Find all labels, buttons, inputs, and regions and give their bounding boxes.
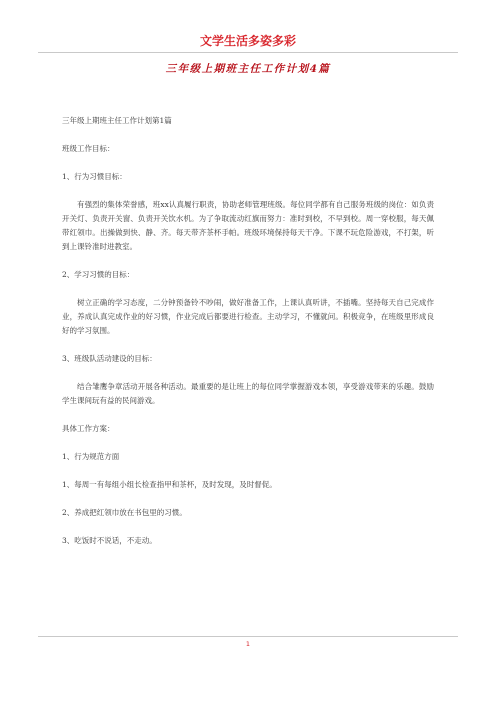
subheading-class-goals: 班级工作目标： [62, 144, 115, 153]
plan-item-1: 1、每周一有每组小组长检查指甲和茶杯，及时发现，及时督促。 [62, 480, 277, 489]
paragraph-activity: 结合雏鹰争章活动开展各种活动。最重要的是让班上的每位同学掌握游戏本领，享受游戏带来的乐趣。鼓励学生课间玩有益的民间游戏。 [62, 382, 434, 405]
plan-item-behavior: 1、行为规范方面 [62, 452, 120, 461]
footer-divider [38, 636, 458, 637]
subheading-study-goals: 2、学习习惯的目标： [62, 270, 135, 279]
subheading-behavior-goals: 1、行为习惯目标： [62, 172, 127, 181]
document-title: 三年级上期班主任工作计划4篇 [165, 63, 331, 75]
section-heading: 三年级上期班主任工作计划第1篇 [62, 116, 172, 125]
subheading-activity-goals: 3、班级队活动建设的目标： [62, 354, 157, 363]
plan-item-2: 2、养成把红领巾放在书包里的习惯。 [62, 508, 187, 517]
paragraph-study: 树立正确的学习态度，二分钟预备铃不吵闹，做好准备工作，上课认真听讲，不插嘴。坚持每天自己完成作业，养成认真完成作业的好习惯，作业完成后都要进行检查。主动学习，不懂就问。积极竞争，在班级里形成良好的学习氛围。 [62, 298, 434, 335]
site-header: 文学生活多姿多彩 [199, 34, 296, 48]
page-number: 1 [245, 640, 251, 648]
paragraph-behavior: 有强烈的集体荣誉感，班xx认真履行职责，协助老师管理班级。每位同学都有自己服务班级的岗位：如负责开关灯、负责开关窗、负责开关饮水机。为了争取流动红旗而努力：准时到校，不早到校。周一穿校服，每天佩带红领巾。出操做到快、静、齐。每天带齐茶杯手帕。班级环境保持每天干净。下课不玩危险游戏，不打架，听到上课铃准时进教室。 [62, 200, 434, 251]
header-divider [38, 52, 458, 53]
plan-item-3: 3、吃饭时不说话，不走动。 [62, 536, 157, 545]
document-body [62, 114, 434, 548]
subheading-work-plan: 具体工作方案： [62, 424, 115, 433]
